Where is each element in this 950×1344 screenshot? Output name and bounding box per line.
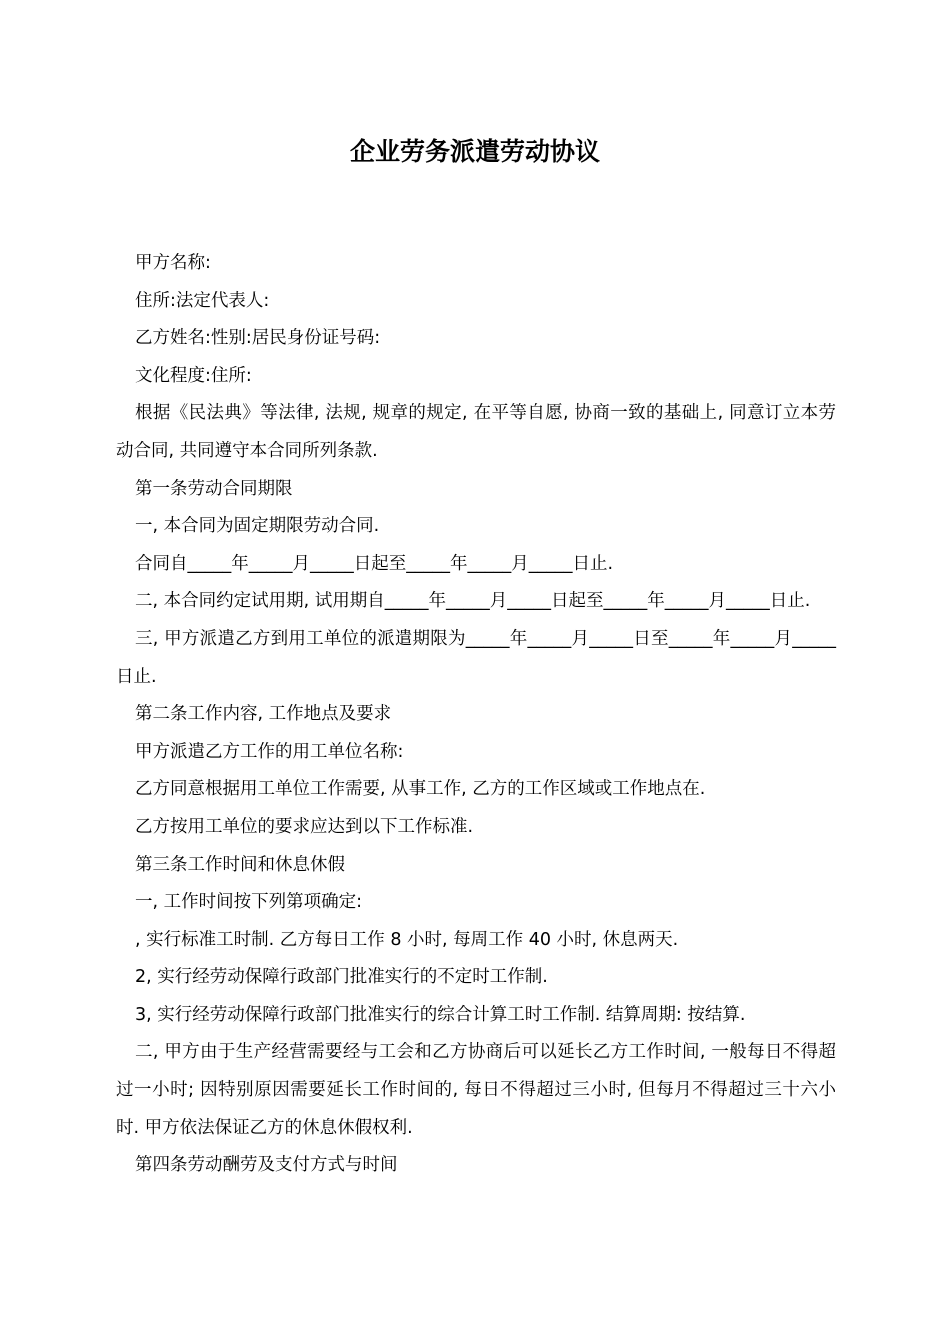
paragraph-flexible-hours: 2, 实行经劳动保障行政部门批准实行的不定时工作制. bbox=[135, 967, 548, 988]
paragraph-working-hours-intro: 一, 工作时间按下列第项确定: bbox=[135, 892, 363, 913]
paragraph-probation-period: 二, 本合同约定试用期, 试用期自_____年_____月_____日起至_____年_____月_____日止. bbox=[135, 591, 811, 612]
article-3-heading: 第三条工作时间和休息休假 bbox=[135, 854, 345, 875]
paragraph-party-b-info: 乙方姓名:性别:居民身份证号码: bbox=[135, 328, 381, 349]
paragraph-comprehensive-hours: 3, 实行经劳动保障行政部门批准实行的综合计算工时工作制. 结算周期: 按结算. bbox=[135, 1004, 746, 1025]
article-1-heading: 第一条劳动合同期限 bbox=[135, 478, 293, 499]
article-4-heading: 第四条劳动酬劳及支付方式与时间 bbox=[135, 1155, 398, 1176]
paragraph-work-standard: 乙方按用工单位的要求应达到以下工作标准. bbox=[135, 816, 474, 837]
paragraph-address-representative: 住所:法定代表人: bbox=[135, 290, 270, 311]
paragraph-education-address: 文化程度:住所: bbox=[135, 365, 252, 386]
paragraph-standard-hours: , 实行标准工时制. 乙方每日工作 8 小时, 每周工作 40 小时, 休息两天. bbox=[135, 929, 679, 950]
paragraph-employer-unit: 甲方派遣乙方工作的用工单位名称: bbox=[135, 741, 404, 762]
document-title: 企业劳务派遣劳动协议 bbox=[349, 137, 600, 166]
paragraph-fixed-term: 一, 本合同为固定期限劳动合同. bbox=[135, 516, 380, 537]
document-body bbox=[116, 245, 836, 1185]
paragraph-overtime: 二, 甲方由于生产经营需要经与工会和乙方协商后可以延长乙方工作时间, 一般每日不得超过一小时; 因特别原因需要延长工作时间的, 每日不得超过三小时, 但每月不得超过三十六小时. 甲方依法保证乙方的休息休假权利. bbox=[116, 1042, 836, 1138]
paragraph-preamble: 根据《民法典》等法律, 法规, 规章的规定, 在平等自愿, 协商一致的基础上, 同意订立本劳动合同, 共同遵守本合同所列条款. bbox=[116, 403, 836, 461]
paragraph-contract-period: 合同自_____年_____月_____日起至_____年_____月_____日止. bbox=[135, 553, 614, 574]
paragraph-work-location: 乙方同意根据用工单位工作需要, 从事工作, 乙方的工作区域或工作地点在. bbox=[135, 779, 706, 800]
paragraph-party-a-name: 甲方名称: bbox=[135, 253, 211, 273]
paragraph-dispatch-period: 三, 甲方派遣乙方到用工单位的派遣期限为_____年_____月_____日至_____年_____月_____日止. bbox=[116, 628, 836, 687]
article-2-heading: 第二条工作内容, 工作地点及要求 bbox=[135, 704, 392, 725]
